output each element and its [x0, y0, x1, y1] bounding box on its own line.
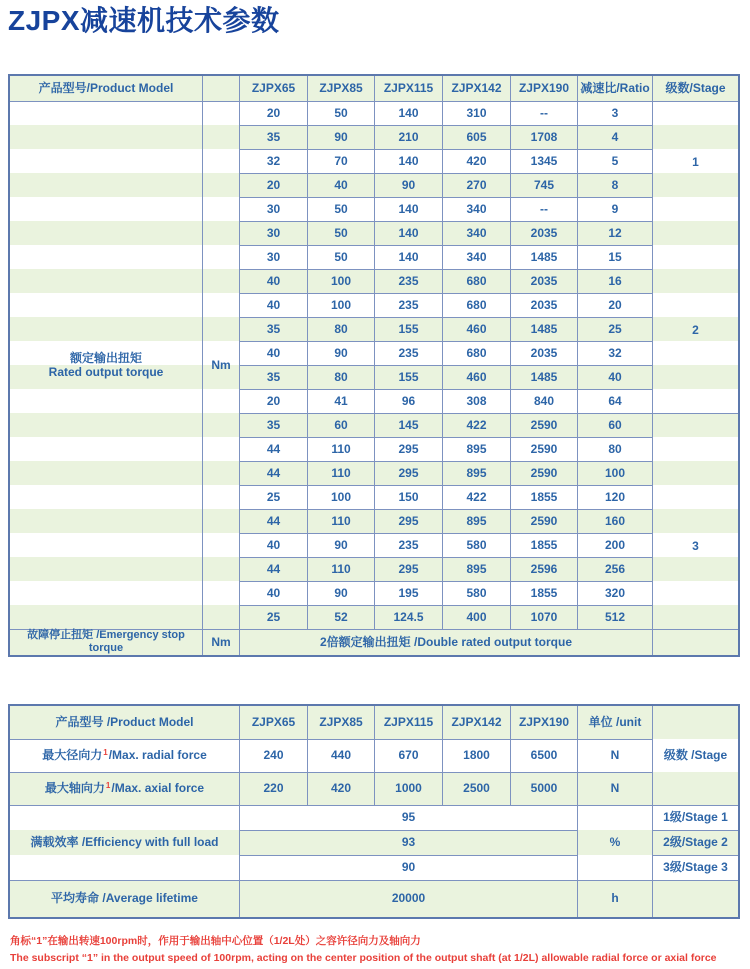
torque-value-cell: 140: [374, 197, 442, 221]
stage-mark: 3: [692, 538, 699, 553]
torque-value-cell: 2590: [510, 461, 577, 485]
torque-value-cell: 110: [307, 437, 374, 461]
efficiency-stage-cell: 3级/Stage 3: [652, 855, 738, 880]
torque-value-cell: 235: [374, 533, 442, 557]
torque-value-cell: 50: [307, 221, 374, 245]
torque-value-cell: 680: [442, 293, 510, 317]
torque-value-cell: 140: [374, 101, 442, 125]
torque-value-cell: 895: [442, 509, 510, 533]
lifetime-label: 平均寿命 /Average lifetime: [10, 880, 239, 917]
torque-value-cell: 840: [510, 389, 577, 413]
torque-value-cell: 155: [374, 365, 442, 389]
torque-value-cell: 210: [374, 125, 442, 149]
model-header: ZJPX115: [374, 76, 442, 101]
torque-value-cell: 60: [307, 413, 374, 437]
torque-value-cell: 400: [442, 605, 510, 629]
torque-value-cell: 295: [374, 557, 442, 581]
header-spacer-cell: [202, 76, 239, 101]
product-model-header: 产品型号/Product Model: [38, 80, 174, 95]
max-radial-force-value-cell: 440: [307, 739, 374, 772]
lifetime-unit-cell: h: [577, 880, 652, 917]
ratio-value-cell: 12: [577, 221, 652, 245]
torque-value-cell: 80: [307, 317, 374, 341]
torque-value-cell: 605: [442, 125, 510, 149]
torque-value-cell: 235: [374, 293, 442, 317]
stage-header-merged: 级数 /Stage: [652, 706, 738, 805]
torque-value-cell: 44: [239, 509, 307, 533]
torque-value-cell: 44: [239, 557, 307, 581]
torque-value-cell: 90: [374, 173, 442, 197]
torque-value-cell: 295: [374, 437, 442, 461]
ratio-value-cell: 25: [577, 317, 652, 341]
torque-value-cell: 40: [307, 173, 374, 197]
ratio-value-cell: 120: [577, 485, 652, 509]
stage-mark: 1: [692, 154, 699, 169]
max-axial-force-label-cn: 最大轴向力: [44, 781, 105, 796]
torque-value-cell: 40: [239, 293, 307, 317]
torque-value-cell: 50: [307, 197, 374, 221]
torque-value-cell: 50: [307, 245, 374, 269]
torque-value-cell: --: [510, 197, 577, 221]
unit-header: 单位 /unit: [577, 706, 652, 739]
torque-value-cell: 30: [239, 197, 307, 221]
efficiency-value-cell: 93: [239, 830, 577, 855]
torque-value-cell: 295: [374, 461, 442, 485]
torque-value-cell: 100: [307, 485, 374, 509]
ratio-value-cell: 512: [577, 605, 652, 629]
torque-value-cell: 340: [442, 245, 510, 269]
max-radial-force-value-cell: 240: [239, 739, 307, 772]
model-header: ZJPX115: [374, 706, 442, 739]
torque-value-cell: 895: [442, 557, 510, 581]
torque-value-cell: 35: [239, 125, 307, 149]
stage-group-cell: [652, 101, 738, 413]
torque-value-cell: 25: [239, 485, 307, 509]
model-header: ZJPX190: [510, 706, 577, 739]
torque-value-cell: 422: [442, 413, 510, 437]
torque-value-cell: 35: [239, 365, 307, 389]
torque-value-cell: 35: [239, 317, 307, 341]
torque-value-cell: 25: [239, 605, 307, 629]
efficiency-stage-cell: 1级/Stage 1: [652, 805, 738, 830]
torque-value-cell: 1345: [510, 149, 577, 173]
max-axial-force-value-cell: 1000: [374, 772, 442, 805]
torque-value-cell: 1070: [510, 605, 577, 629]
efficiency-unit-cell: %: [577, 805, 652, 880]
torque-value-cell: 680: [442, 341, 510, 365]
max-radial-force-unit-cell: N: [577, 739, 652, 772]
emergency-stop-label: 故障停止扭矩 /Emergency stop torque: [10, 629, 202, 655]
emergency-stage-cell: [652, 629, 738, 655]
torque-value-cell: 2590: [510, 413, 577, 437]
ratio-value-cell: 15: [577, 245, 652, 269]
torque-value-cell: 235: [374, 341, 442, 365]
stage-header: 级数/Stage: [652, 76, 738, 101]
ratio-value-cell: 100: [577, 461, 652, 485]
torque-value-cell: 110: [307, 461, 374, 485]
ratio-value-cell: 40: [577, 365, 652, 389]
efficiency-value-cell: 90: [239, 855, 577, 880]
torque-value-cell: 32: [239, 149, 307, 173]
torque-value-cell: 40: [239, 533, 307, 557]
footnote-cn: 角标“1”在输出转速100rpm时，作用于输出轴中心位置（1/2L处）之容许径向力及轴向力: [10, 934, 421, 947]
torque-value-cell: 90: [307, 581, 374, 605]
lifetime-value-cell: 20000: [239, 880, 577, 917]
max-axial-force-value-cell: 5000: [510, 772, 577, 805]
max-axial-force-label-en: /Max. axial force: [111, 781, 205, 796]
footnote-en: The subscript “1” in the output speed of 100rpm, acting on the center position of the output shaft (at 1/2L) allowable radial force or axial force: [10, 951, 717, 964]
torque-value-cell: 308: [442, 389, 510, 413]
max-axial-force-value-cell: 420: [307, 772, 374, 805]
torque-value-cell: 155: [374, 317, 442, 341]
rated-output-torque-label: [10, 101, 202, 629]
torque-value-cell: 895: [442, 461, 510, 485]
max-radial-force-superscript: 1: [103, 748, 108, 758]
torque-value-cell: 30: [239, 221, 307, 245]
torque-value-cell: 1485: [510, 365, 577, 389]
torque-value-cell: 44: [239, 461, 307, 485]
model-header: ZJPX85: [307, 706, 374, 739]
max-axial-force-label: [10, 772, 239, 805]
ratio-value-cell: 5: [577, 149, 652, 173]
ratio-value-cell: 256: [577, 557, 652, 581]
ratio-value-cell: 3: [577, 101, 652, 125]
model-header: ZJPX85: [307, 76, 374, 101]
max-radial-force-label-en: /Max. radial force: [108, 748, 207, 763]
torque-value-cell: 44: [239, 437, 307, 461]
max-radial-force-value-cell: 6500: [510, 739, 577, 772]
stage-mark: 2: [692, 322, 699, 337]
max-axial-force-value-cell: 2500: [442, 772, 510, 805]
max-axial-force-value-cell: 220: [239, 772, 307, 805]
torque-value-cell: 2035: [510, 269, 577, 293]
torque-value-cell: 340: [442, 197, 510, 221]
torque-value-cell: 110: [307, 509, 374, 533]
torque-value-cell: 70: [307, 149, 374, 173]
torque-value-cell: 90: [307, 533, 374, 557]
max-radial-force-label-text: [42, 748, 207, 762]
torque-value-cell: 1708: [510, 125, 577, 149]
torque-value-cell: 460: [442, 365, 510, 389]
torque-value-cell: 580: [442, 581, 510, 605]
torque-value-cell: 895: [442, 437, 510, 461]
torque-value-cell: 1485: [510, 317, 577, 341]
torque-value-cell: 195: [374, 581, 442, 605]
ratio-value-cell: 60: [577, 413, 652, 437]
ratio-value-cell: 20: [577, 293, 652, 317]
torque-value-cell: 580: [442, 533, 510, 557]
efficiency-stage-cell: 2级/Stage 2: [652, 830, 738, 855]
footnotes: [0, 933, 750, 964]
efficiency-label: 满载效率 /Efficiency with full load: [10, 805, 239, 880]
model-header: ZJPX142: [442, 706, 510, 739]
torque-value-cell: 1485: [510, 245, 577, 269]
torque-label-cn: 额定输出扭矩: [69, 350, 142, 365]
torque-value-cell: 20: [239, 389, 307, 413]
torque-value-cell: 41: [307, 389, 374, 413]
torque-value-cell: 96: [374, 389, 442, 413]
torque-value-cell: 1855: [510, 581, 577, 605]
product-model-header: 产品型号 /Product Model: [55, 714, 194, 729]
efficiency-value-cell: 95: [239, 805, 577, 830]
torque-value-cell: 40: [239, 269, 307, 293]
torque-value-cell: 40: [239, 341, 307, 365]
model-header: ZJPX142: [442, 76, 510, 101]
model-header: ZJPX65: [239, 706, 307, 739]
stage-group-cell: [652, 413, 738, 629]
torque-value-cell: 90: [307, 341, 374, 365]
torque-value-cell: 2035: [510, 221, 577, 245]
torque-value-cell: 145: [374, 413, 442, 437]
torque-value-cell: 1855: [510, 485, 577, 509]
max-axial-force-unit-cell: N: [577, 772, 652, 805]
page: [0, 4, 750, 964]
torque-value-cell: 745: [510, 173, 577, 197]
torque-value-cell: 310: [442, 101, 510, 125]
unit-nm-cell: Nm: [202, 101, 239, 629]
torque-value-cell: 2596: [510, 557, 577, 581]
torque-value-cell: 140: [374, 149, 442, 173]
torque-value-cell: 124.5: [374, 605, 442, 629]
ratio-value-cell: 80: [577, 437, 652, 461]
ratio-header: 减速比/Ratio: [577, 76, 652, 101]
torque-value-cell: 235: [374, 269, 442, 293]
torque-value-cell: 100: [307, 269, 374, 293]
model-header: ZJPX190: [510, 76, 577, 101]
torque-value-cell: 2035: [510, 341, 577, 365]
ratio-value-cell: 200: [577, 533, 652, 557]
torque-value-cell: 100: [307, 293, 374, 317]
torque-value-cell: 150: [374, 485, 442, 509]
torque-value-cell: 680: [442, 269, 510, 293]
max-radial-force-value-cell: 670: [374, 739, 442, 772]
torque-value-cell: 35: [239, 413, 307, 437]
torque-value-cell: 90: [307, 125, 374, 149]
max-axial-force-label-text: [45, 781, 204, 795]
torque-value-cell: 52: [307, 605, 374, 629]
torque-value-cell: 20: [239, 173, 307, 197]
ratio-value-cell: 8: [577, 173, 652, 197]
ratio-value-cell: 9: [577, 197, 652, 221]
torque-value-cell: 460: [442, 317, 510, 341]
model-header: ZJPX65: [239, 76, 307, 101]
torque-value-cell: 340: [442, 221, 510, 245]
torque-value-cell: 2035: [510, 293, 577, 317]
max-radial-force-label-cn: 最大径向力: [42, 748, 103, 763]
torque-value-cell: 2590: [510, 509, 577, 533]
ratio-value-cell: 16: [577, 269, 652, 293]
emergency-unit-cell: Nm: [202, 629, 239, 655]
torque-value-cell: 140: [374, 221, 442, 245]
lifetime-stage-cell: [652, 880, 738, 917]
ratio-value-cell: 32: [577, 341, 652, 365]
emergency-value-cell: 2倍额定输出扭矩 /Double rated output torque: [239, 629, 652, 655]
ratio-value-cell: 4: [577, 125, 652, 149]
force-efficiency-table: [8, 704, 740, 919]
ratio-value-cell: 320: [577, 581, 652, 605]
torque-value-cell: 295: [374, 509, 442, 533]
torque-value-cell: 50: [307, 101, 374, 125]
torque-value-cell: 140: [374, 245, 442, 269]
max-radial-force-value-cell: 1800: [442, 739, 510, 772]
torque-value-cell: 422: [442, 485, 510, 509]
torque-value-cell: 420: [442, 149, 510, 173]
rated-torque-table: [8, 74, 740, 657]
torque-value-cell: 80: [307, 365, 374, 389]
ratio-value-cell: 160: [577, 509, 652, 533]
max-axial-force-superscript: 1: [105, 781, 111, 791]
torque-value-cell: 20: [239, 101, 307, 125]
torque-value-cell: 30: [239, 245, 307, 269]
torque-value-cell: 1855: [510, 533, 577, 557]
torque-label-en: Rated output torque: [48, 365, 164, 380]
page-title: ZJPX减速机技术参数: [8, 5, 280, 36]
torque-value-cell: 2590: [510, 437, 577, 461]
torque-value-cell: --: [510, 101, 577, 125]
torque-value-cell: 110: [307, 557, 374, 581]
max-radial-force-label: [10, 739, 239, 772]
ratio-value-cell: 64: [577, 389, 652, 413]
torque-value-cell: 270: [442, 173, 510, 197]
torque-value-cell: 40: [239, 581, 307, 605]
